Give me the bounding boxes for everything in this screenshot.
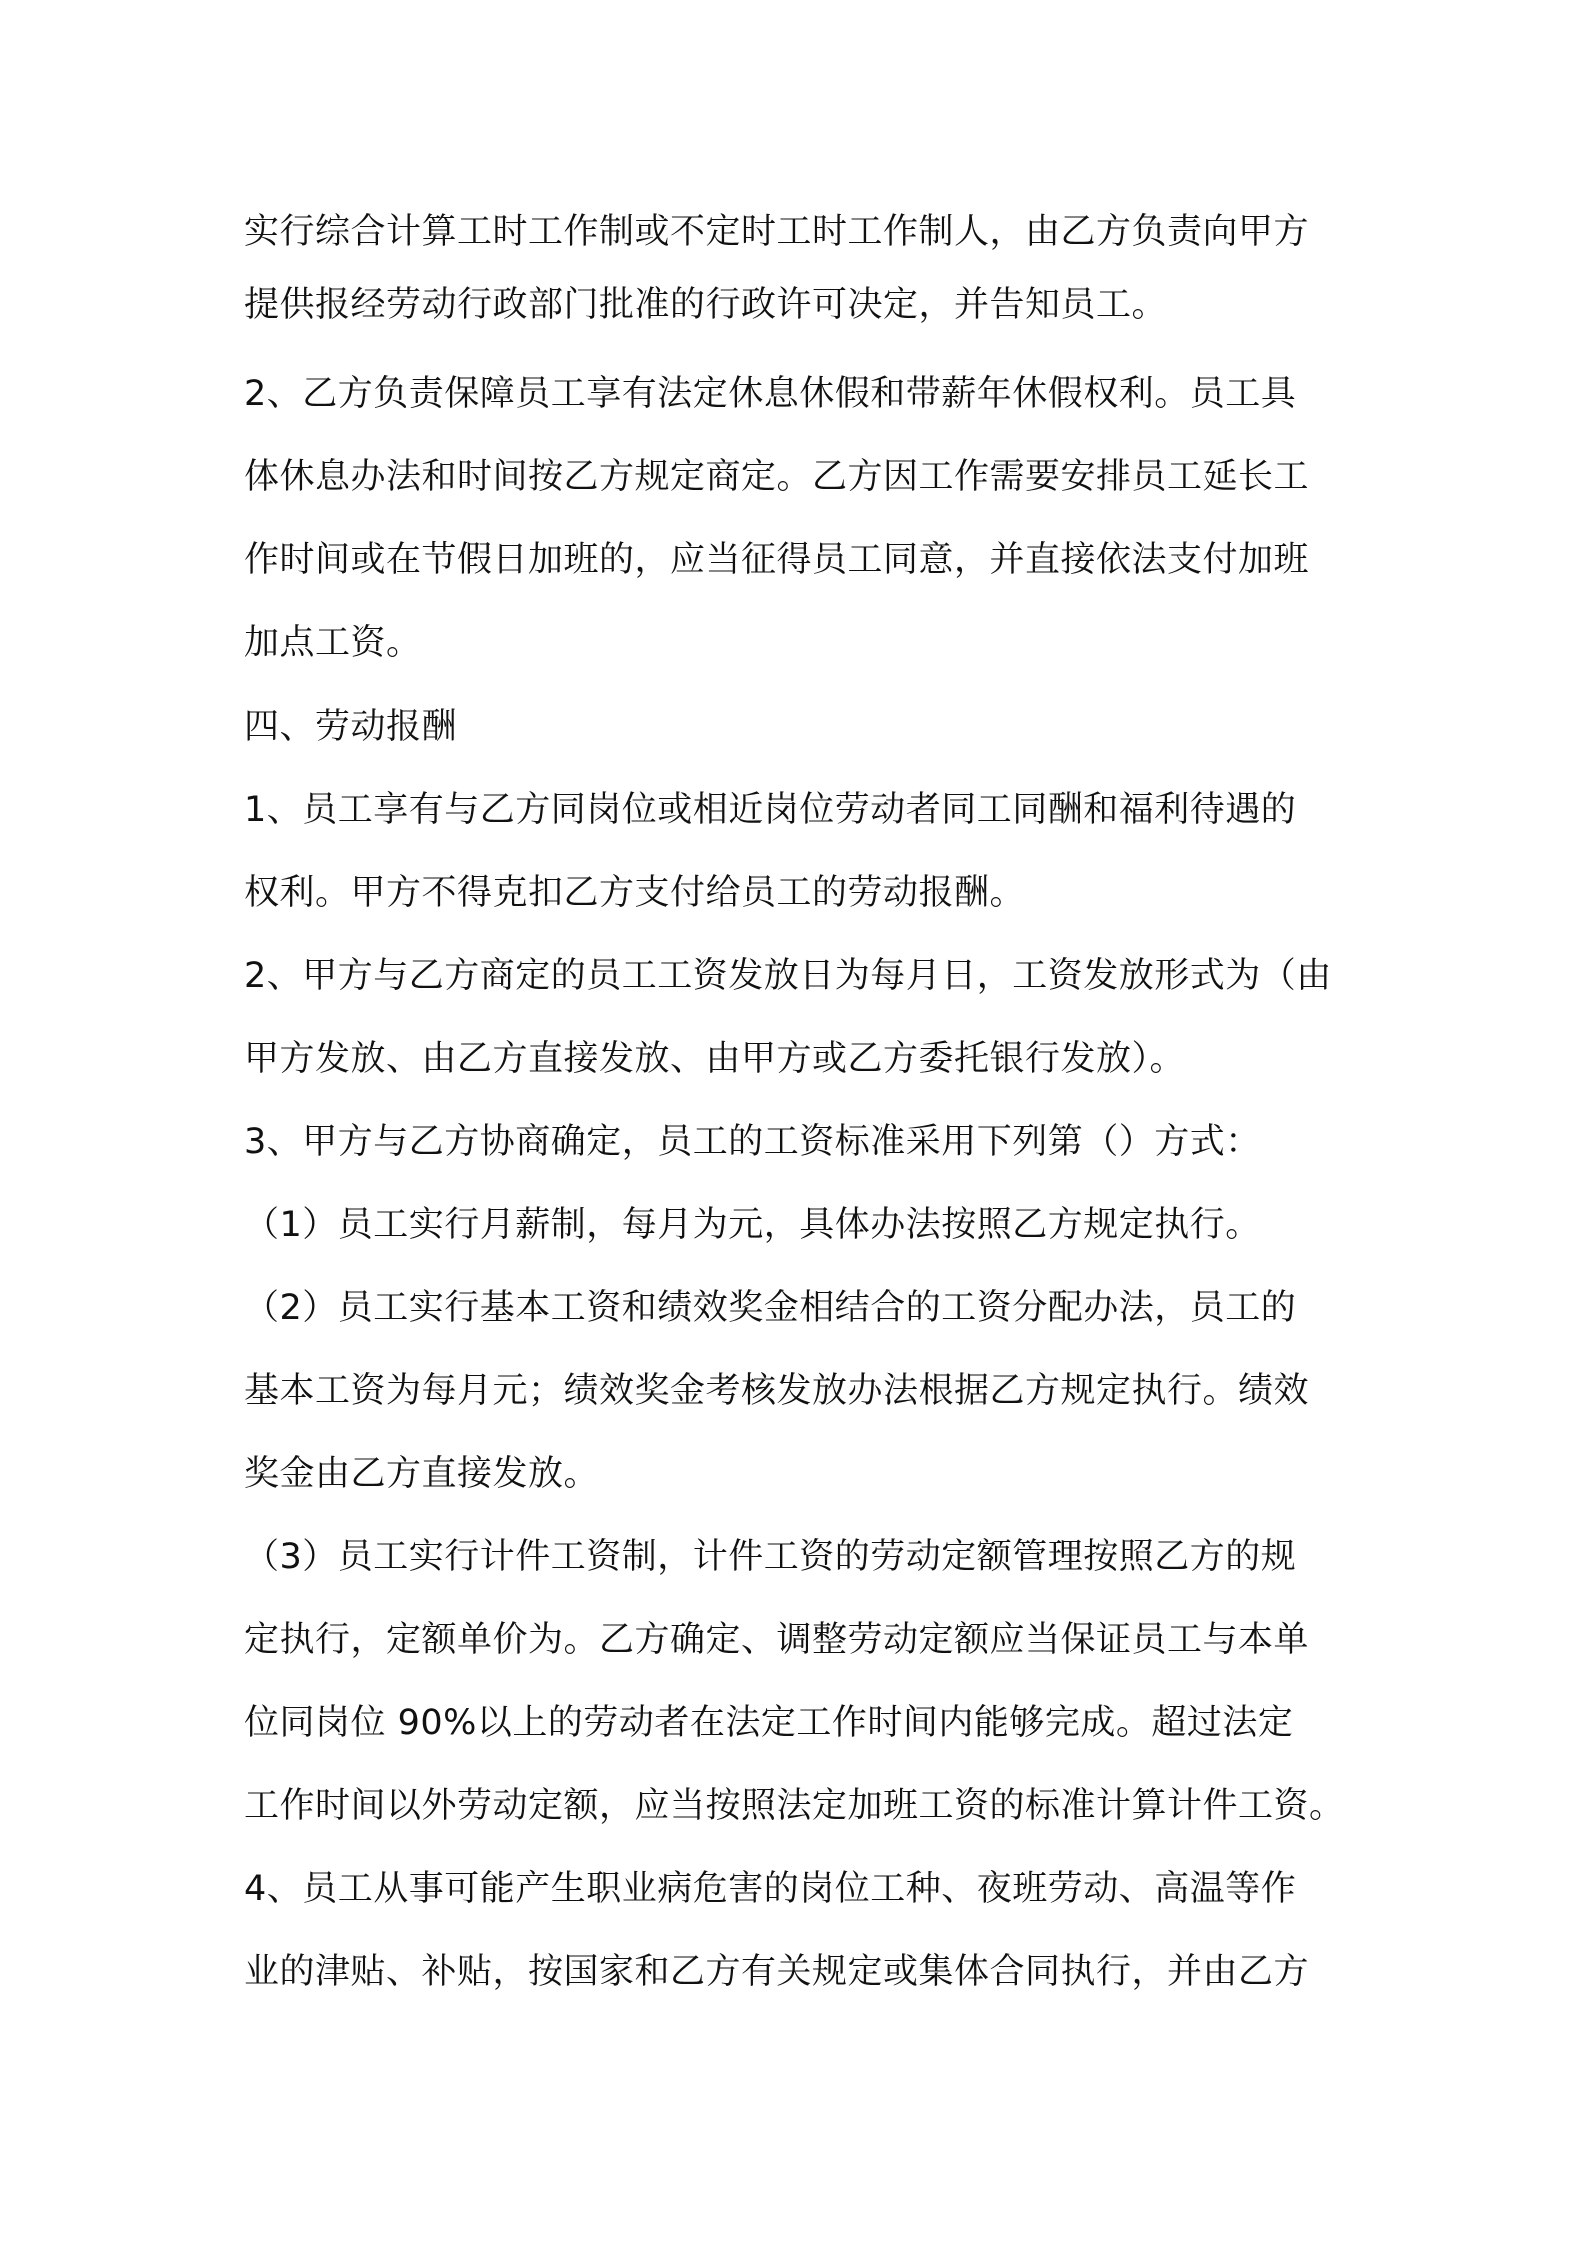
text-line: 2、乙方负责保障员工享有法定休息休假和带薪年休假权利。员工具 <box>244 374 1297 414</box>
text-line: 提供报经劳动行政部门批准的行政许可决定，并告知员工。 <box>244 285 1168 325</box>
text-line: 3、甲方与乙方协商确定，员工的工资标准采用下列第（）方式： <box>244 1122 1261 1162</box>
text-line: 定执行，定额单价为。乙方确定、调整劳动定额应当保证员工与本单 <box>244 1620 1310 1660</box>
text-line: 奖金由乙方直接发放。 <box>244 1454 600 1494</box>
text-line: （1）员工实行月薪制，每月为元，具体办法按照乙方规定执行。 <box>244 1205 1261 1245</box>
text-line: （3）员工实行计件工资制，计件工资的劳动定额管理按照乙方的规 <box>244 1537 1297 1577</box>
text-line: 基本工资为每月元；绩效奖金考核发放办法根据乙方规定执行。绩效 <box>244 1371 1310 1411</box>
text-line: 体休息办法和时间按乙方规定商定。乙方因工作需要安排员工延长工 <box>244 457 1310 497</box>
text-line: 加点工资。 <box>244 623 422 663</box>
text-line: （2）员工实行基本工资和绩效奖金相结合的工资分配办法，员工的 <box>244 1288 1297 1328</box>
text-line: 2、甲方与乙方商定的员工工资发放日为每月日，工资发放形式为（由 <box>244 956 1332 996</box>
section-heading: 四、劳动报酬 <box>244 707 458 747</box>
text-line: 工作时间以外劳动定额，应当按照法定加班工资的标准计算计件工资。 <box>244 1786 1345 1826</box>
text-line: 实行综合计算工时工作制或不定时工时工作制人，由乙方负责向甲方 <box>244 212 1310 252</box>
text-line: 权利。甲方不得克扣乙方支付给员工的劳动报酬。 <box>244 873 1026 913</box>
text-line: 甲方发放、由乙方直接发放、由甲方或乙方委托银行发放）。 <box>244 1039 1186 1079</box>
text-line: 作时间或在节假日加班的，应当征得员工同意，并直接依法支付加班 <box>244 540 1310 580</box>
text-line: 4、员工从事可能产生职业病危害的岗位工种、夜班劳动、高温等作 <box>244 1869 1297 1909</box>
text-line: 位同岗位 90%以上的劳动者在法定工作时间内能够完成。超过法定 <box>244 1703 1294 1743</box>
text-line: 业的津贴、补贴，按国家和乙方有关规定或集体合同执行，并由乙方 <box>244 1952 1310 1992</box>
text-line: 1、员工享有与乙方同岗位或相近岗位劳动者同工同酬和福利待遇的 <box>244 790 1297 830</box>
